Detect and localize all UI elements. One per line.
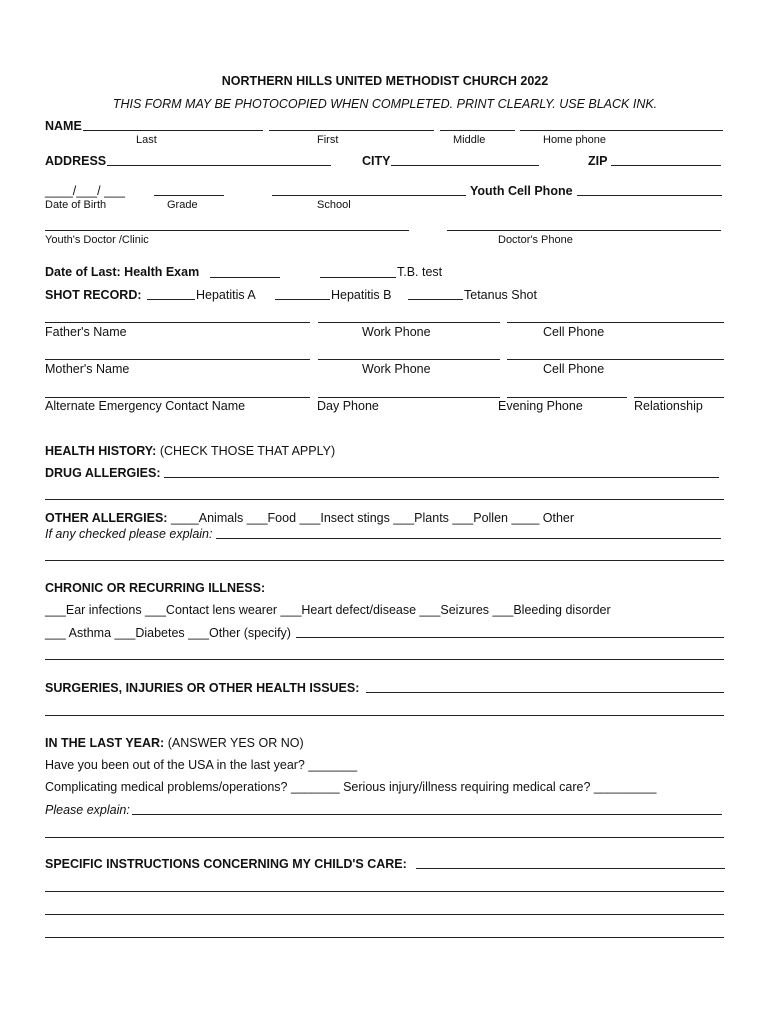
please-explain-line[interactable] xyxy=(132,814,722,815)
emergency-evening-caption: Evening Phone xyxy=(498,399,583,413)
other-allergies-label: OTHER ALLERGIES: xyxy=(45,511,168,525)
specific-instructions-line-3[interactable] xyxy=(45,914,724,915)
emergency-relationship-caption: Relationship xyxy=(634,399,703,413)
form-instructions: THIS FORM MAY BE PHOTOCOPIED WHEN COMPLETED. PRINT CLEARLY. USE BLACK INK. xyxy=(112,97,658,111)
emergency-day-line[interactable] xyxy=(318,397,500,398)
chronic-illness-options-1[interactable]: ___Ear infections ___Contact lens wearer ___Heart defect/disease ___Seizures ___Bleeding disorder xyxy=(45,603,611,617)
dob-caption: Date of Birth xyxy=(45,199,107,211)
last-year-label: IN THE LAST YEAR: xyxy=(45,736,165,750)
emergency-name-caption: Alternate Emergency Contact Name xyxy=(45,399,246,413)
mother-name-caption: Mother's Name xyxy=(45,362,130,376)
medical-problems-question[interactable]: Complicating medical problems/operations? _______ Serious injury/illness requiring medical care? _________ xyxy=(45,780,657,794)
last-year-heading xyxy=(45,736,304,750)
other-allergies-row xyxy=(45,511,574,525)
please-explain-row: Please explain: xyxy=(45,803,130,817)
grade-line[interactable] xyxy=(154,195,224,196)
father-cell-line[interactable] xyxy=(507,322,724,323)
surgeries-line[interactable] xyxy=(366,692,724,693)
father-name-caption: Father's Name xyxy=(45,325,127,339)
first-name-line[interactable] xyxy=(269,130,434,131)
father-name-line[interactable] xyxy=(45,322,310,323)
tb-test-line[interactable] xyxy=(320,277,396,278)
specific-instructions-line-2[interactable] xyxy=(45,891,724,892)
father-cell-caption: Cell Phone xyxy=(543,325,605,339)
city-line[interactable] xyxy=(391,165,539,166)
drug-allergies-label: DRUG ALLERGIES: xyxy=(45,466,161,480)
mother-cell-line[interactable] xyxy=(507,359,724,360)
youth-cell-line[interactable] xyxy=(577,195,722,196)
last-caption: Last xyxy=(136,134,157,146)
name-label: NAME xyxy=(45,119,82,133)
last-year-note: (ANSWER YES OR NO) xyxy=(167,736,304,750)
hep-b-line[interactable] xyxy=(275,299,330,300)
emergency-relationship-line[interactable] xyxy=(634,397,724,398)
please-explain-line-2[interactable] xyxy=(45,837,724,838)
surgeries-label: SURGERIES, INJURIES OR OTHER HEALTH ISSUES: xyxy=(45,681,360,695)
specific-instructions-label: SPECIFIC INSTRUCTIONS CONCERNING MY CHILD'S CARE: xyxy=(45,857,407,871)
mother-work-line[interactable] xyxy=(318,359,500,360)
grade-caption: Grade xyxy=(167,199,198,211)
health-exam-line[interactable] xyxy=(210,277,280,278)
mother-work-caption: Work Phone xyxy=(362,362,431,376)
home-phone-caption: Home phone xyxy=(543,134,606,146)
middle-name-line[interactable] xyxy=(440,130,515,131)
doctor-phone-caption: Doctor's Phone xyxy=(498,234,573,246)
address-line[interactable] xyxy=(107,165,331,166)
please-explain-label: Please explain xyxy=(45,803,127,817)
doctor-phone-line[interactable] xyxy=(447,230,721,231)
father-work-caption: Work Phone xyxy=(362,325,431,339)
chronic-illness-label: CHRONIC OR RECURRING ILLNESS: xyxy=(45,581,266,595)
tetanus-label: Tetanus Shot xyxy=(464,288,537,302)
health-history-label: HEALTH HISTORY: xyxy=(45,444,157,458)
city-label: CITY xyxy=(362,154,391,168)
emergency-name-line[interactable] xyxy=(45,397,310,398)
hep-b-label: Hepatitis B xyxy=(331,288,392,302)
other-specify-line[interactable] xyxy=(296,637,724,638)
address-label: ADDRESS xyxy=(45,154,107,168)
surgeries-line-2[interactable] xyxy=(45,715,724,716)
chronic-illness-options-2[interactable]: ___ Asthma ___Diabetes ___Other (specify) xyxy=(45,626,291,640)
specific-instructions-line[interactable] xyxy=(416,868,725,869)
health-exam-label: Date of Last: Health Exam xyxy=(45,265,200,279)
drug-allergies-line[interactable] xyxy=(164,477,719,478)
mother-name-line[interactable] xyxy=(45,359,310,360)
hep-a-line[interactable] xyxy=(147,299,195,300)
shot-record-label: SHOT RECORD: xyxy=(45,288,142,302)
zip-line[interactable] xyxy=(611,165,721,166)
tetanus-line[interactable] xyxy=(408,299,463,300)
health-history-note: (CHECK THOSE THAT APPLY) xyxy=(159,444,336,458)
middle-caption: Middle xyxy=(453,134,486,146)
chronic-illness-line-2[interactable] xyxy=(45,659,724,660)
youth-cell-label: Youth Cell Phone xyxy=(470,184,573,198)
specific-instructions-line-4[interactable] xyxy=(45,937,724,938)
school-caption: School xyxy=(317,199,351,211)
mother-cell-caption: Cell Phone xyxy=(543,362,605,376)
emergency-day-caption: Day Phone xyxy=(317,399,379,413)
last-name-line[interactable] xyxy=(83,130,263,131)
doctor-clinic-line[interactable] xyxy=(45,230,409,231)
father-work-line[interactable] xyxy=(318,322,500,323)
school-line[interactable] xyxy=(272,195,466,196)
emergency-evening-line[interactable] xyxy=(507,397,627,398)
other-allergies-options[interactable]: ____Animals ___Food ___Insect stings ___Plants ___Pollen ____ Other xyxy=(170,511,575,525)
first-caption: First xyxy=(317,134,339,146)
form-title: NORTHERN HILLS UNITED METHODIST CHURCH 2022 xyxy=(221,74,549,88)
health-history-heading xyxy=(45,444,335,458)
home-phone-line[interactable] xyxy=(520,130,723,131)
out-of-usa-question[interactable]: Have you been out of the USA in the last year? _______ xyxy=(45,758,358,772)
other-allergies-explain-line-2[interactable] xyxy=(45,560,724,561)
drug-allergies-line-2[interactable] xyxy=(45,499,724,500)
hep-a-label: Hepatitis A xyxy=(196,288,256,302)
tb-test-label: T.B. test xyxy=(397,265,443,279)
other-allergies-explain-line[interactable] xyxy=(216,538,721,539)
other-allergies-explain-label: If any checked please explain: xyxy=(45,527,213,541)
zip-label: ZIP xyxy=(588,154,608,168)
doctor-clinic-caption: Youth's Doctor /Clinic xyxy=(45,234,149,246)
dob-blank[interactable]: ____/___/ ___ xyxy=(45,184,125,198)
